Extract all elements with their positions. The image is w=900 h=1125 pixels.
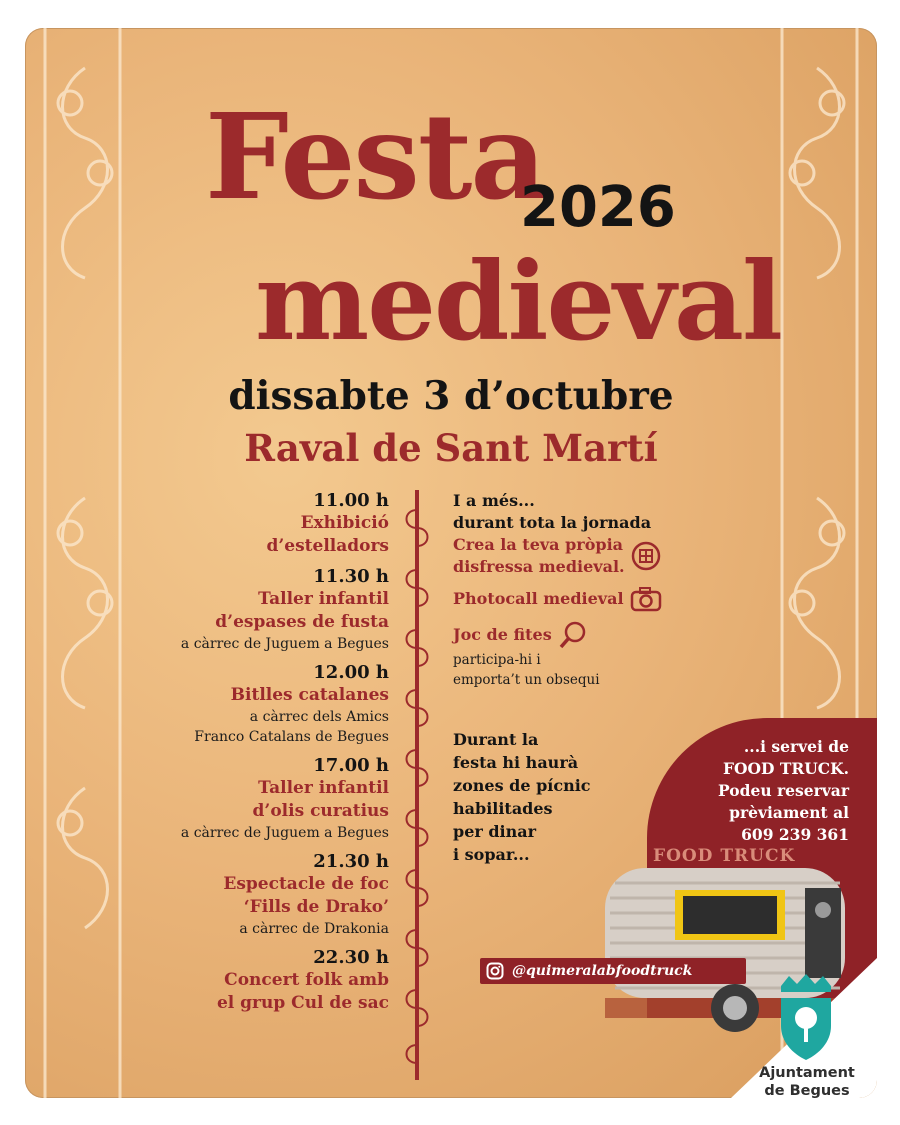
event-title: ‘Fills de Drako’: [243, 897, 389, 917]
camera-icon: [630, 586, 662, 612]
schedule-item: [89, 662, 389, 747]
title-year: 2026: [520, 175, 676, 240]
food-truck-text: [639, 736, 849, 846]
picnic-line: Durant la: [453, 730, 539, 749]
event-time: 12.00 h: [313, 662, 389, 683]
event-credit: a càrrec dels Amics: [249, 709, 389, 725]
title-medieval: medieval: [255, 239, 782, 365]
game-note: emporta’t un obsequi: [453, 672, 600, 688]
costume-text: disfressa medieval.: [453, 557, 625, 576]
food-line: ...i servei de: [743, 737, 849, 756]
event-title: Taller infantil: [258, 589, 389, 609]
photocall-item: [453, 586, 753, 612]
costume-item: [453, 534, 753, 578]
costume-text: Crea la teva pròpia: [453, 535, 624, 554]
event-title: d’olis curatius: [252, 801, 389, 821]
event-time: 22.30 h: [313, 947, 389, 968]
schedule-item: [89, 851, 389, 939]
schedule-item: [89, 755, 389, 843]
extras-section: [453, 490, 753, 690]
title-festa: Festa: [205, 87, 545, 226]
extras-intro: durant tota la jornada: [453, 513, 652, 532]
schedule-item: [89, 566, 389, 654]
food-phone: 609 239 361: [741, 825, 849, 844]
game-item: [453, 620, 753, 690]
poster: [25, 28, 877, 1098]
event-date: dissabte 3 d’octubre: [228, 373, 674, 419]
instagram-icon: [486, 962, 504, 980]
event-credit: a càrrec de Juguem a Begues: [180, 825, 389, 841]
food-line: FOOD TRUCK.: [723, 759, 849, 778]
event-credit: Franco Catalans de Begues: [194, 729, 389, 745]
event-title: el grup Cul de sac: [216, 993, 389, 1013]
schedule-item: [89, 490, 389, 558]
food-line: Podeu reservar: [718, 781, 849, 800]
schedule: [89, 490, 389, 1023]
food-truck-label: FOOD TRUCK: [653, 846, 796, 866]
event-time: 11.30 h: [313, 566, 389, 587]
event-title: Concert folk amb: [224, 970, 389, 990]
extras-intro: I a més...: [453, 491, 535, 510]
picnic-note: [453, 728, 653, 866]
council-name-line: de Begues: [764, 1083, 850, 1098]
event-time: 11.00 h: [313, 490, 389, 511]
picnic-line: i sopar...: [453, 845, 530, 864]
event-time: 21.30 h: [313, 851, 389, 872]
event-title: d’espases de fusta: [215, 612, 389, 632]
event-credit: a càrrec de Juguem a Begues: [180, 636, 389, 652]
event-place: Raval de Sant Martí: [244, 426, 658, 470]
event-title: Exhibició: [300, 513, 389, 533]
event-time: 17.00 h: [313, 755, 389, 776]
schedule-item: [89, 947, 389, 1015]
crown-tree-shield-icon: [777, 974, 835, 1060]
picnic-line: festa hi haurà: [453, 753, 579, 772]
council-name-line: Ajuntament: [759, 1065, 855, 1081]
council-name: [737, 1064, 877, 1098]
game-note: participa-hi i: [453, 652, 541, 668]
instagram-text: @quimeralabfoodtruck: [512, 963, 693, 979]
instagram-handle[interactable]: [480, 958, 746, 984]
knight-helmet-icon: [631, 541, 661, 571]
event-credit: a càrrec de Drakonia: [239, 921, 389, 937]
event-title: Espectacle de foc: [223, 874, 389, 894]
food-line: prèviament al: [729, 803, 849, 822]
vine-divider: [397, 490, 437, 1080]
event-title: Bitlles catalanes: [230, 685, 389, 705]
event-title: d’estelladors: [266, 536, 389, 556]
picnic-line: per dinar: [453, 822, 537, 841]
event-title: Taller infantil: [258, 778, 389, 798]
magnifier-icon: [558, 620, 588, 650]
picnic-line: zones de pícnic: [453, 776, 591, 795]
photocall-text: Photocall medieval: [453, 589, 624, 608]
picnic-line: habilitades: [453, 799, 553, 818]
game-text: Joc de fites: [453, 625, 552, 644]
